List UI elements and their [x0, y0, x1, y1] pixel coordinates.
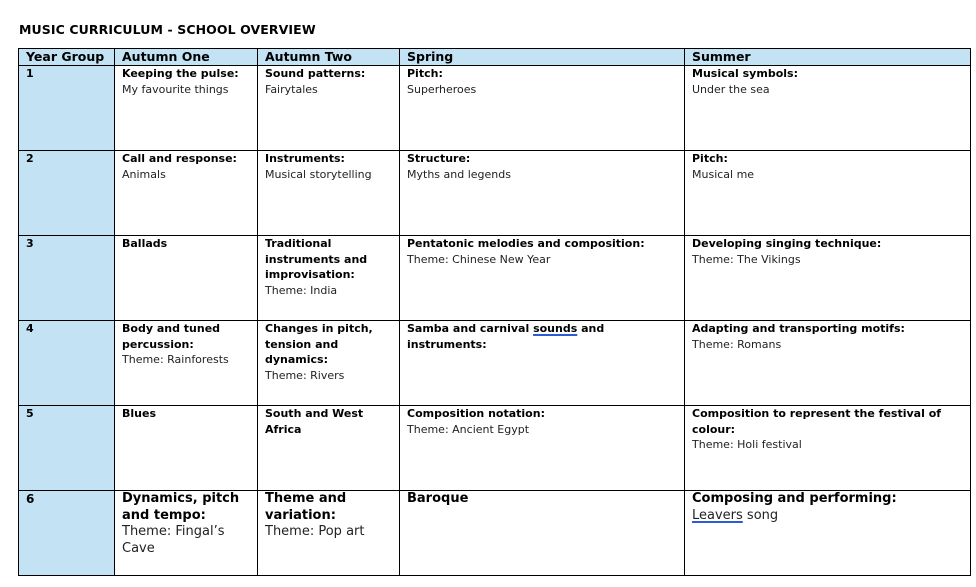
year-cell: 2: [19, 151, 115, 236]
year-cell: 3: [19, 236, 115, 321]
topic-text: Blues: [122, 407, 156, 420]
theme-text: Fairytales: [265, 82, 318, 96]
theme-text: Theme: Rainforests: [122, 353, 229, 366]
cell-autumn-two[interactable]: [258, 321, 400, 406]
cell-summer[interactable]: [685, 321, 971, 406]
topic-text: Keeping the pulse:: [122, 67, 239, 80]
table-row-year-4: [19, 321, 971, 406]
theme-text: Theme: Fingal’s Cave: [122, 524, 225, 556]
curriculum-table: [18, 48, 971, 576]
table-row-year-5: [19, 406, 971, 491]
cell-spring[interactable]: [400, 236, 685, 321]
header-year-group: Year Group: [19, 49, 115, 66]
cell-summer[interactable]: [685, 236, 971, 321]
year-cell: 1: [19, 66, 115, 151]
spellcheck-flagged-word[interactable]: Leavers: [692, 507, 743, 523]
cell-summer[interactable]: [685, 406, 971, 491]
theme-text: Myths and legends: [407, 167, 511, 181]
cell-autumn-one[interactable]: [115, 406, 258, 491]
header-spring: Spring: [400, 49, 685, 66]
topic-text: Instruments:: [265, 152, 345, 165]
topic-text-pre: Samba and carnival: [407, 322, 534, 335]
theme-text: [692, 508, 964, 525]
cell-autumn-two[interactable]: [258, 406, 400, 491]
cell-summer[interactable]: [685, 491, 971, 576]
theme-text: Under the sea: [692, 82, 770, 96]
header-row: [19, 49, 971, 66]
theme-text: Theme: Pop art: [265, 524, 365, 539]
theme-text: Theme: India: [265, 283, 338, 297]
theme-text: Theme: The Vikings: [692, 252, 801, 266]
cell-spring[interactable]: [400, 66, 685, 151]
table-row-year-1: [19, 66, 971, 151]
cell-autumn-two[interactable]: [258, 236, 400, 321]
table-row-year-2: [19, 151, 971, 236]
cell-spring[interactable]: [400, 151, 685, 236]
cell-autumn-one[interactable]: [115, 66, 258, 151]
theme-text: Theme: Romans: [692, 337, 782, 351]
topic-text: South and West Africa: [265, 407, 364, 436]
header-autumn-two: Autumn Two: [258, 49, 400, 66]
topic-text-post: and instruments:: [407, 322, 605, 351]
topic-text: Composition notation:: [407, 407, 545, 420]
cell-summer[interactable]: [685, 151, 971, 236]
cell-autumn-one[interactable]: [115, 491, 258, 576]
theme-text: Musical storytelling: [265, 167, 372, 181]
topic-text: Changes in pitch, tension and dynamics:: [265, 322, 373, 366]
topic-text: Musical symbols:: [692, 67, 798, 80]
topic-text: Ballads: [122, 237, 168, 250]
header-autumn-one: Autumn One: [115, 49, 258, 66]
topic-text: [407, 321, 678, 352]
cell-summer[interactable]: [685, 66, 971, 151]
theme-text: Theme: Rivers: [265, 368, 345, 382]
topic-text: Adapting and transporting motifs:: [692, 322, 905, 335]
theme-text: Theme: Chinese New Year: [407, 252, 551, 266]
theme-text-post: song: [742, 507, 779, 523]
topic-text: Composition to represent the festival of colour:: [692, 407, 942, 436]
cell-autumn-two[interactable]: [258, 151, 400, 236]
cell-spring[interactable]: [400, 321, 685, 406]
cell-autumn-one[interactable]: [115, 236, 258, 321]
year-cell: 5: [19, 406, 115, 491]
topic-text: Body and tuned percussion:: [122, 322, 221, 351]
topic-text: Baroque: [407, 491, 469, 506]
topic-text: Pentatonic melodies and composition:: [407, 237, 645, 250]
topic-text: Sound patterns:: [265, 67, 366, 80]
table-row-year-6: [19, 491, 971, 576]
topic-text: Pitch:: [692, 152, 728, 165]
cell-autumn-one[interactable]: [115, 151, 258, 236]
cell-autumn-two[interactable]: [258, 491, 400, 576]
theme-text: Theme: Ancient Egypt: [407, 422, 530, 436]
theme-text: Superheroes: [407, 82, 477, 96]
topic-text: Structure:: [407, 152, 471, 165]
year-cell: 6: [19, 491, 115, 576]
year-cell: 4: [19, 321, 115, 406]
topic-text: Dynamics, pitch and tempo:: [122, 491, 240, 523]
topic-text: Developing singing technique:: [692, 237, 882, 250]
topic-text: Theme and variation:: [265, 491, 347, 523]
document-title: MUSIC CURRICULUM - SCHOOL OVERVIEW: [19, 22, 316, 37]
spellcheck-flagged-word[interactable]: sounds: [533, 322, 578, 335]
theme-text: Animals: [122, 167, 166, 181]
cell-spring[interactable]: [400, 406, 685, 491]
cell-autumn-two[interactable]: [258, 66, 400, 151]
topic-text: Call and response:: [122, 152, 237, 165]
theme-text: My favourite things: [122, 82, 229, 96]
table-row-year-3: [19, 236, 971, 321]
cell-spring[interactable]: [400, 491, 685, 576]
topic-text: Pitch:: [407, 67, 443, 80]
theme-text: Theme: Holi festival: [692, 438, 802, 451]
header-summer: Summer: [685, 49, 971, 66]
cell-autumn-one[interactable]: [115, 321, 258, 406]
theme-text: Musical me: [692, 167, 755, 181]
topic-text: Composing and performing:: [692, 491, 897, 506]
topic-text: Traditional instruments and improvisation:: [265, 237, 368, 281]
